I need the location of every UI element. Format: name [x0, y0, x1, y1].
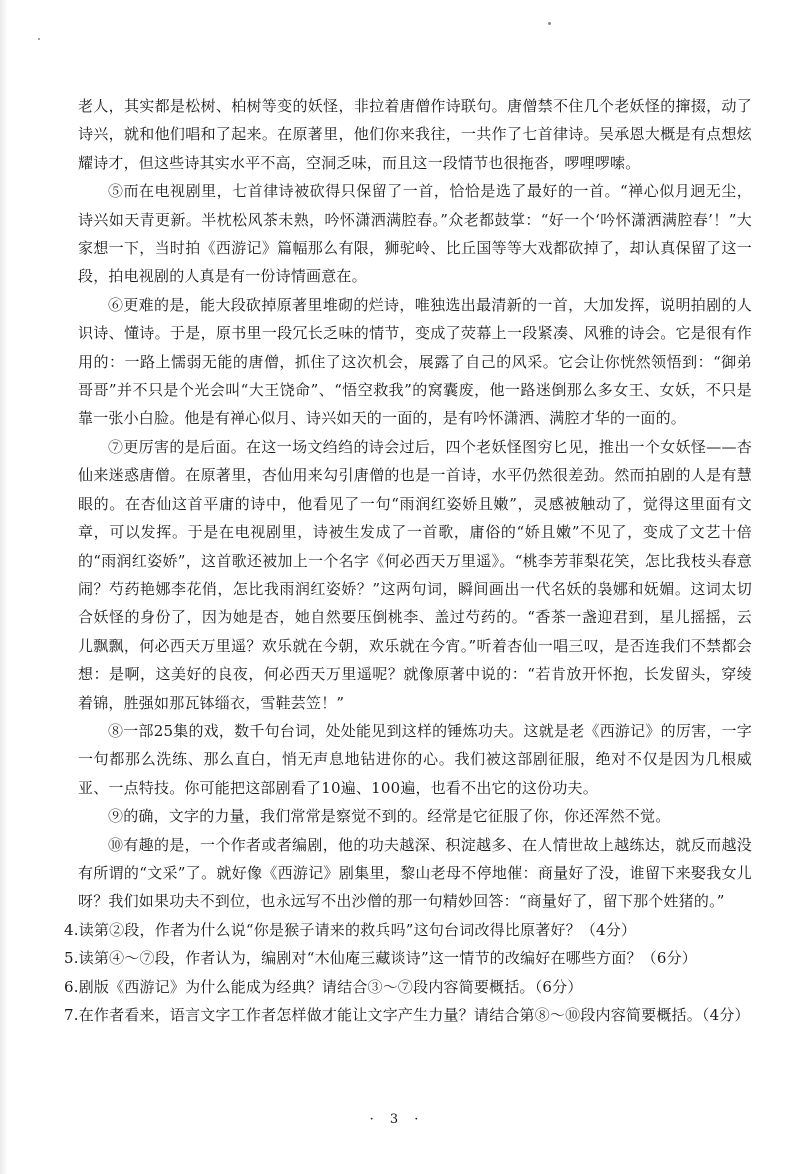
paragraph-8: ⑧一部25集的戏，数千句台词，处处能见到这样的锤炼功夫。这就是老《西游记》的厉害，一字一句都那么洗练、那么直白，悄无声息地钻进你的心。我们被这部剧征服，绝对不仅是因为几根威亚、一点特技。你可能把这部剧看了10遍、100遍，也看不出它的这份功夫。 — [78, 721, 752, 797]
paragraph-5: ⑤而在电视剧里，七首律诗被砍得只保留了一首，恰恰是选了最好的一首。“禅心似月迥无尘，诗兴如天青更新。半枕松风茶未熟，吟怀潇洒满腔春。”众老都鼓掌：“好一个‘吟怀潇洒满腔春’！”大家想一下，当时拍《西游记》篇幅那么有限，狮驼岭、比丘国等等大戏都砍掉了，却认真保留了这一段，拍电视剧的人真是有一份诗情画意在。 — [78, 182, 752, 286]
page-number: · 3 · — [369, 1112, 425, 1127]
question-7: 7.在作者看来，语言文字工作者怎样做才能让文字产生力量？请结合第⑧～⑩段内容简要概括。（4分） — [64, 1006, 750, 1024]
paragraph-6: ⑥更难的是，能大段砍掉原著里堆砌的烂诗，唯独选出最清新的一首，大加发挥，说明拍剧的人识诗、懂诗。于是，原书里一段冗长乏味的情节，变成了荧幕上一段紧凑、风雅的诗会。它是很有作用的：一路上懦弱无能的唐僧，抓住了这次机会，展露了自己的风采。它会让你恍然领悟到：“御弟哥哥”并不只是个光会叫“大王饶命”、“悟空救我”的窝囊废，他一路迷倒那么多女王、女妖，不只是靠一张小白脸。他是有禅心似月、诗兴如天的一面的，是有吟怀潇洒、满腔才华的一面的。 — [78, 295, 752, 428]
paragraph-continued: 老人，其实都是松树、柏树等变的妖怪，非拉着唐僧作诗联句。唐僧禁不住几个老妖怪的撺掇，动了诗兴，就和他们唱和了起来。在原著里，他们你来我往，一共作了七首律诗。吴承恩大概是有点想炫耀诗才，但这些诗其实水平不高，空洞乏味，而且这一段情节也很拖沓，啰哩啰嗦。 — [78, 97, 752, 172]
paragraph-7: ⑦更厉害的是后面。在这一场文绉绉的诗会过后，四个老妖怪图穷匕见，推出一个女妖怪——杏仙来迷惑唐僧。在原著里，杏仙用来勾引唐僧的也是一首诗，水平仍然很差劲。然而拍剧的人是有慧眼的。在杏仙这首平庸的诗中，他看见了一句“雨润红姿娇且嫩”，灵感被触动了，觉得这里面有文章，可以发挥。于是在电视剧里，诗被生发成了一首歌，庸俗的“娇且嫩”不见了，变成了文艺十倍的“雨润红姿娇”，这首歌还被加上一个名字《何必西天万里遥》。“桃李芳菲梨花笑，怎比我枝头春意闹？芍药艳娜李花俏，怎比我雨润红姿娇？”这两句词，瞬间画出一代名妖的袅娜和妩媚。这词太切合妖怪的身份了，因为她是杏，她自然要压倒桃李、盖过芍药的。“香茶一盏迎君到，星儿摇摇，云儿飘飘，何必西天万里遥？欢乐就在今朝，欢乐就在今宵。”听着杏仙一唱三叹，是否连我们不禁都会想：是啊，这美好的良夜，何必西天万里遥呢？就像原著中说的：“若肯放开怀抱，长发留头，穿绫着锦，胜强如那瓦钵缁衣，雪鞋芸笠！” — [78, 437, 752, 712]
question-5: 5.读第④～⑦段，作者认为，编剧对“木仙庵三藏谈诗”这一情节的改编好在哪些方面？（6分） — [64, 949, 697, 968]
question-list — [64, 916, 752, 1030]
question-6: 6.剧版《西游记》为什么能成为经典？请结合③～⑦段内容简要概括。（6分） — [64, 977, 583, 996]
question-4: 4.读第②段，作者为什么说“你是猴子请来的救兵吗”这句台词改得比原著好？（4分） — [64, 920, 637, 939]
paragraph-10: ⑩有趣的是，一个作者或者编剧，他的功夫越深、积淀越多、在人情世故上越练达，就反而越没有所谓的“文采”了。就好像《西游记》剧集里，黎山老母不停地催：商量好了没，谁留下来娶我女儿呀？我们如果功夫不到位，也永远写不出沙僧的那一句精妙回答：“商量好了，留下那个姓猪的。” — [78, 835, 752, 911]
paragraph-9: ⑨的确，文字的力量，我们常常是察觉不到的。经常是它征服了你，你还浑然不觉。 — [108, 807, 671, 826]
